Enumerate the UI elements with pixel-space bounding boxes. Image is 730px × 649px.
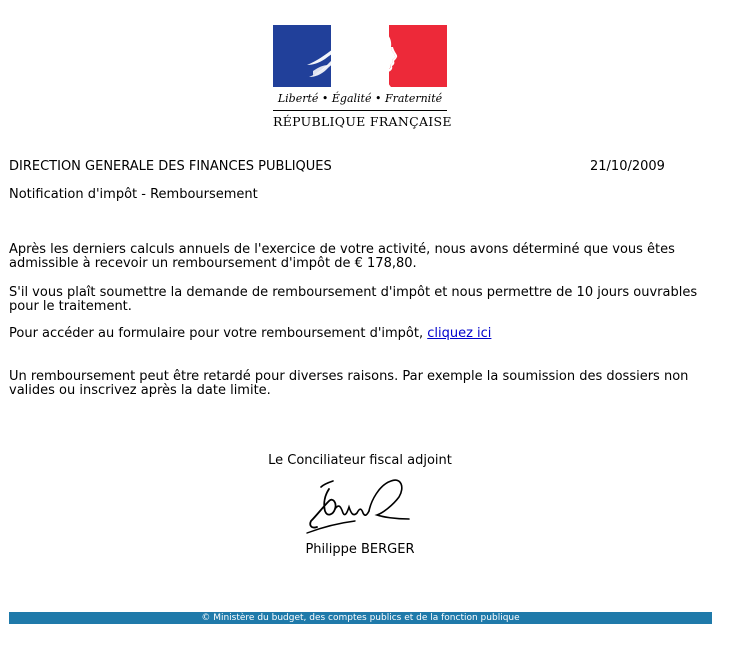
organization-name: DIRECTION GENERALE DES FINANCES PUBLIQUES xyxy=(9,159,332,174)
request-paragraph: S'il vous plaît soumettre la demande de remboursement d'impôt et nous permettre de 10 jours ouvrables pour le traitement. xyxy=(9,285,698,314)
notice-subject: Notification d'impôt - Remboursement xyxy=(9,187,258,202)
footer-copyright: © Ministère du budget, des comptes publics et de la fonction publique xyxy=(201,613,520,623)
republic-name: RÉPUBLIQUE FRANÇAISE xyxy=(273,114,452,129)
signatory-title: Le Conciliateur fiscal adjoint xyxy=(268,453,452,468)
logo-divider xyxy=(273,110,447,111)
marianne-icon xyxy=(273,25,447,87)
refund-paragraph: Après les derniers calculs annuels de l'exercice de votre activité, nous avons déterminé que vous êtes admissible à recevoir un remboursement d'impôt de € 178,80. xyxy=(9,242,675,271)
form-paragraph-text: Pour accéder au formulaire pour votre remboursement d'impôt, xyxy=(9,326,428,341)
footer-bar xyxy=(9,612,712,624)
republic-motto: Liberté • Égalité • Fraternité xyxy=(277,92,443,105)
signatory-name: Philippe BERGER xyxy=(305,542,415,557)
handwritten-signature xyxy=(303,473,415,535)
republique-francaise-logo xyxy=(273,25,452,133)
form-paragraph xyxy=(9,327,699,341)
notice-date: 21/10/2009 xyxy=(590,159,665,174)
click-here-link[interactable]: cliquez ici xyxy=(427,326,492,341)
delay-paragraph: Un remboursement peut être retardé pour diverses raisons. Par exemple la soumission des dossiers non valides ou inscrivez après la date limite. xyxy=(9,369,689,398)
